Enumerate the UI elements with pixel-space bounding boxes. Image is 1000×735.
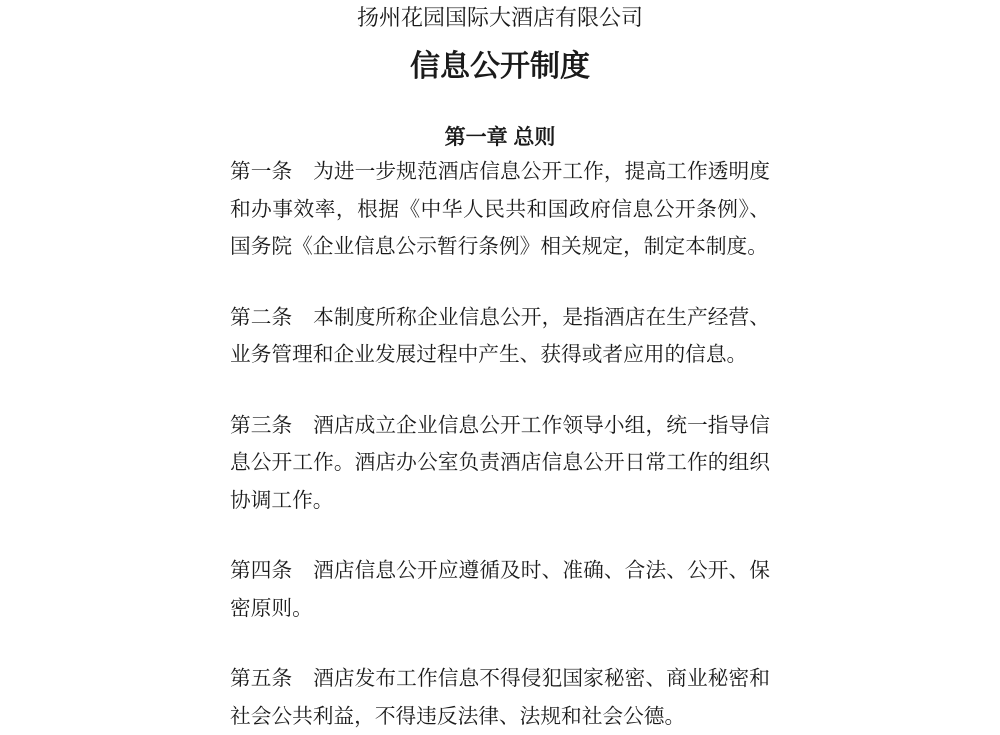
article-5-paragraph: 第五条 酒店发布工作信息不得侵犯国家秘密、商业秘密和社会公共利益，不得违反法律、法规和社会公德。 [230, 667, 770, 728]
article-2-paragraph: 第二条 本制度所称企业信息公开，是指酒店在生产经营、业务管理和企业发展过程中产生、获得或者应用的信息。 [230, 305, 770, 366]
article-1-paragraph: 第一条 为进一步规范酒店信息公开工作，提高工作透明度和办事效率，根据《中华人民共和国政府信息公开条例》、国务院《企业信息公示暂行条例》相关规定，制定本制度。 [230, 160, 770, 258]
chapter-heading: 第一章 总则 [444, 126, 556, 149]
article-4-paragraph: 第四条 酒店信息公开应遵循及时、准确、合法、公开、保密原则。 [230, 559, 770, 620]
company-title: 扬州花园国际大酒店有限公司 [356, 5, 643, 30]
article-3-paragraph: 第三条 酒店成立企业信息公开工作领导小组，统一指导信息公开工作。酒店办公室负责酒店信息公开日常工作的组织协调工作。 [230, 413, 770, 512]
document-page [230, 3, 770, 735]
document-title: 信息公开制度 [410, 50, 590, 83]
